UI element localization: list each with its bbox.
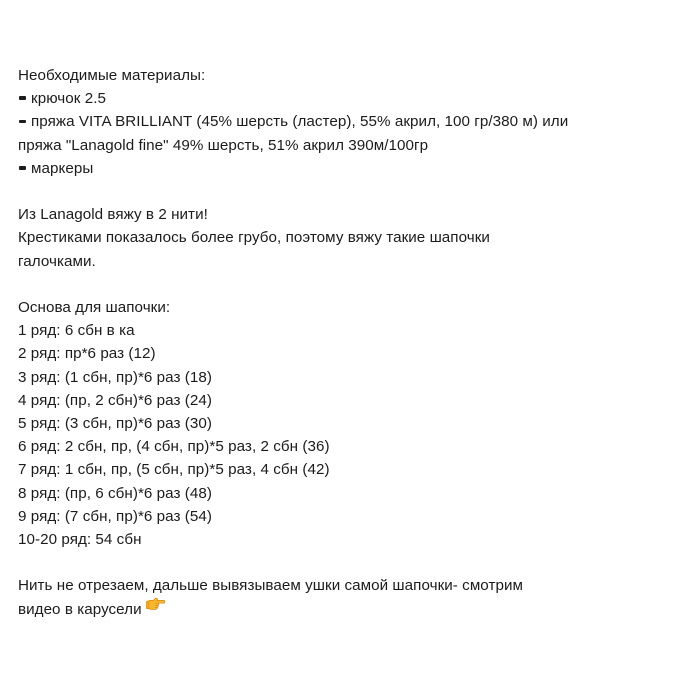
pattern-row: 8 ряд: (пр, 6 сбн)*6 раз (48) (18, 484, 212, 502)
materials-item-label: пряжа VITA BRILLIANT (45% шерсть (ластер), 55% акрил, 100 гр/380 м) или (31, 113, 569, 131)
materials-item-label: крючок 2.5 (31, 90, 106, 108)
post-text (18, 64, 678, 621)
pattern-row: 10-20 ряд: 54 сбн (18, 531, 142, 549)
footer-text: видео в карусели (18, 600, 142, 618)
footer-line-last (18, 598, 678, 622)
bullet-icon (19, 96, 26, 100)
materials-item-yarn (18, 110, 678, 133)
pattern-row: 7 ряд: 1 сбн, пр, (5 сбн, пр)*5 раз, 4 сбн (42) (18, 461, 330, 479)
note-line: Крестиками показалось более грубо, поэтому вяжу такие шапочки (18, 229, 490, 247)
pattern-row: 4 ряд: (пр, 2 сбн)*6 раз (24) (18, 391, 212, 409)
pattern-row: 2 ряд: пр*6 раз (12) (18, 345, 156, 363)
pointing-right-hand-icon (146, 596, 166, 619)
materials-item-hook (18, 87, 678, 110)
note-line: галочками. (18, 252, 96, 270)
footer-line: Нить не отрезаем, дальше вывязываем ушки самой шапочки- смотрим (18, 577, 523, 595)
materials-heading: Необходимые материалы: (18, 67, 206, 84)
materials-item-markers (18, 157, 678, 180)
bullet-icon (19, 120, 26, 124)
materials-item-yarn-continued: пряжа "Lanagold fine" 49% шерсть, 51% акрил 390м/100гр (18, 136, 429, 154)
pattern-row: 9 ряд: (7 сбн, пр)*6 раз (54) (18, 507, 212, 525)
pattern-row: 6 ряд: 2 сбн, пр, (4 сбн, пр)*5 раз, 2 сбн (36) (18, 438, 330, 456)
note-line: Из Lanagold вяжу в 2 нити! (18, 206, 208, 224)
materials-item-label: маркеры (31, 159, 94, 177)
base-heading: Основа для шапочки: (18, 299, 171, 316)
pattern-row: 3 ряд: (1 сбн, пр)*6 раз (18) (18, 368, 212, 386)
pattern-row: 1 ряд: 6 сбн в ка (18, 322, 135, 340)
pattern-row: 5 ряд: (3 сбн, пр)*6 раз (30) (18, 415, 212, 433)
bullet-icon (19, 166, 26, 170)
